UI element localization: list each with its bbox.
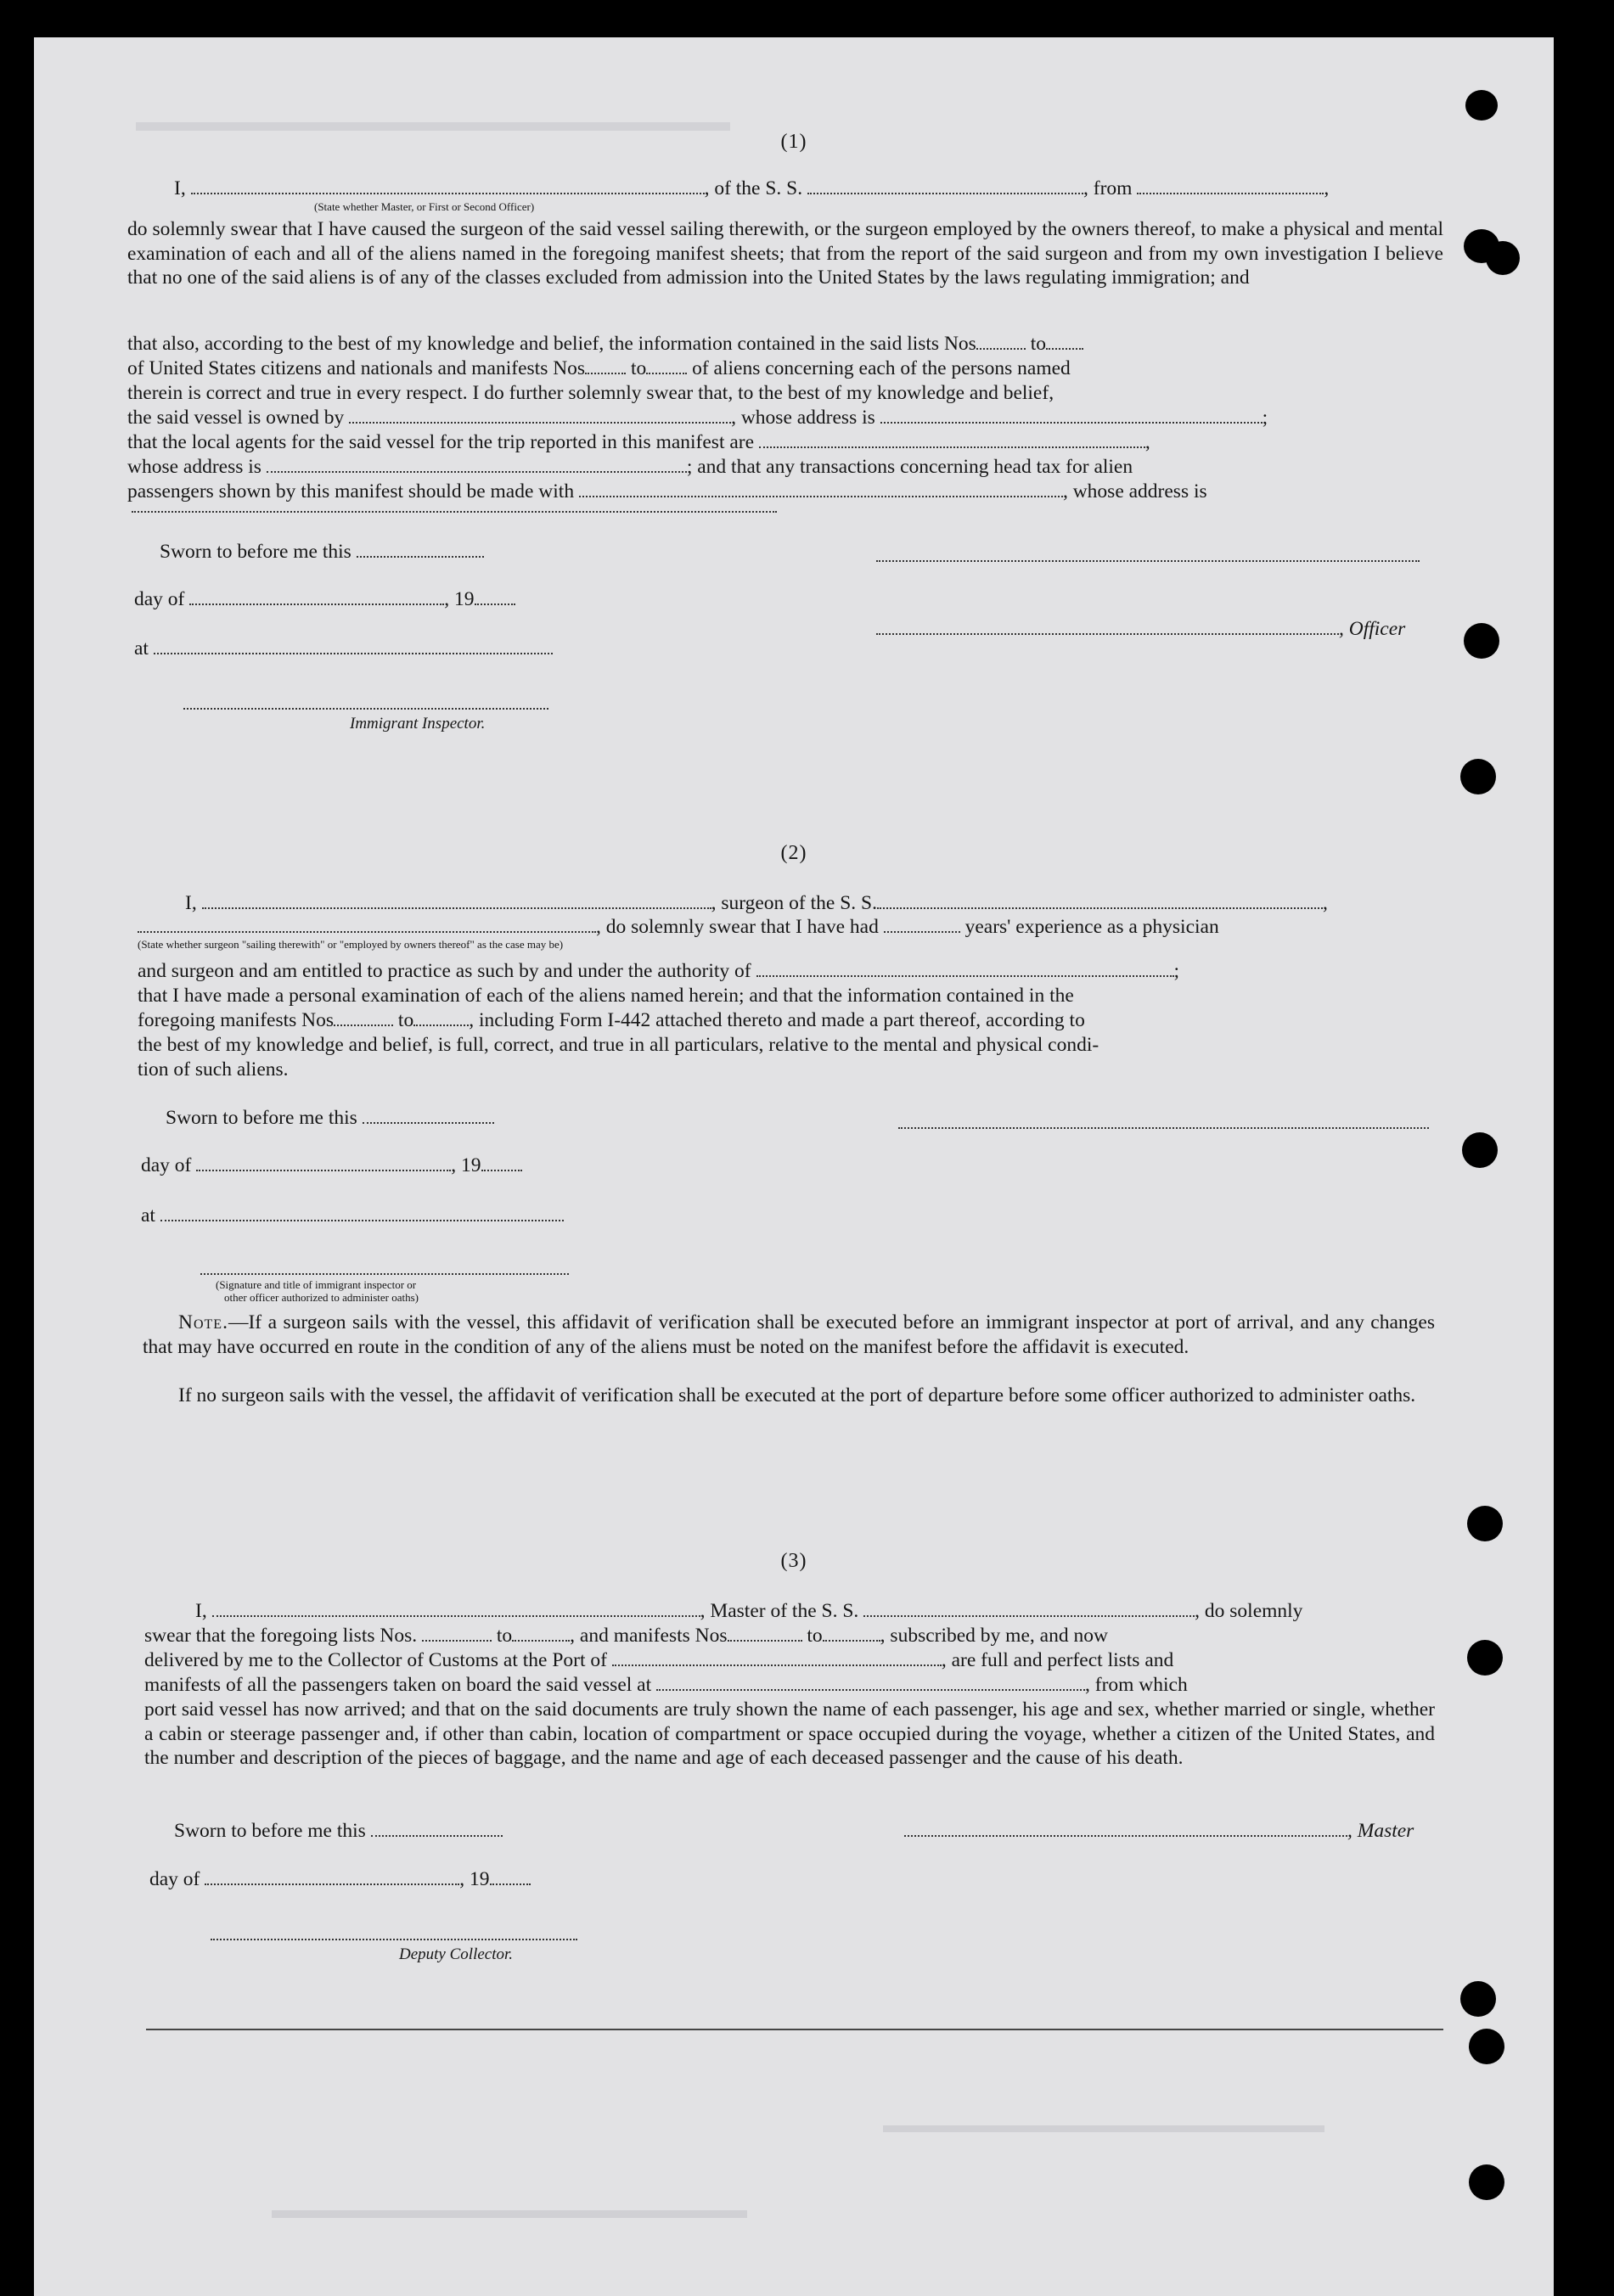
manifests-to-blank-3 xyxy=(823,1625,880,1642)
section-2-heading: (2) xyxy=(780,842,807,864)
ship-name-blank-3 xyxy=(863,1600,1195,1617)
surgeon-name-blank xyxy=(202,892,711,909)
section-2-sworn: Sworn to before me this xyxy=(166,1106,494,1131)
head-tax-agent-blank xyxy=(579,480,1063,497)
day-of-blank-3 xyxy=(205,1868,459,1885)
punch-hole xyxy=(1469,2164,1504,2200)
manifests-to-blank xyxy=(646,357,687,374)
section-3-paragraph: port said vessel has now arrived; and that on the said documents are truly shown the name of each passenger, his age and sex, whether married or single, whether a cabin or steerage passenger and, if other than cabin, location of compartment or space occupied during the voyage, whether a citizen of the United States, and the number and description of the pieces of baggage, and the name and age of each deceased passenger and the cause of his death. xyxy=(144,1698,1435,1770)
section-1-correct-line: therein is correct and true in every respect. I do further solemnly swear that, to the best of my knowledge and belief, xyxy=(127,382,1054,404)
section-1-day-of: day of , 19 xyxy=(134,587,515,612)
section-1-address-line: whose address is ; and that any transactions concerning head tax for alien xyxy=(127,456,1133,478)
oath-officer-signature-line xyxy=(200,1273,569,1275)
ship-name-blank xyxy=(807,177,1083,194)
master-signature-blank xyxy=(904,1820,1347,1837)
port-blank xyxy=(612,1649,942,1666)
section-2-practice-line: and surgeon and am entitled to practice as such by and under the authority of ; xyxy=(138,960,1180,982)
section-2-manifests-line: foregoing manifests Nos to , including Form I-442 attached thereto and made a part thereof, according to xyxy=(138,1009,1085,1031)
owner-address-blank xyxy=(880,407,1263,424)
at-place-blank-2 xyxy=(160,1204,564,1221)
surgeon-signature-line xyxy=(898,1127,1429,1129)
punch-hole xyxy=(1462,1132,1498,1168)
section-3-heading: (3) xyxy=(780,1550,807,1572)
surgeon-status-note: (State whether surgeon "sailing therewith" or "employed by owners thereof" as the case may be) xyxy=(138,938,564,951)
years-experience-blank xyxy=(884,916,960,933)
immigrant-inspector-label: Immigrant Inspector. xyxy=(350,715,486,733)
rank-note: (State whether Master, or First or Second Officer) xyxy=(314,200,535,213)
deputy-collector-signature-line xyxy=(211,1939,577,1940)
section-1-passengers-line: passengers shown by this manifest should be made with , whose address is xyxy=(127,480,1207,502)
punch-hole xyxy=(1460,1981,1496,2017)
day-of-blank-2 xyxy=(196,1154,451,1171)
sworn-date-blank-3 xyxy=(371,1820,503,1837)
section-1-agents-line: that the local agents for the said vessel for the trip reported in this manifest are , xyxy=(127,431,1150,453)
section-3-sworn: Sworn to before me this xyxy=(174,1819,503,1844)
head-tax-address-blank xyxy=(132,511,777,513)
section-1-line-1: I, , of the S. S. , from , xyxy=(174,177,1330,199)
boarding-port-blank xyxy=(656,1674,1085,1691)
section-2-at: at xyxy=(141,1204,564,1228)
section-1-lists-line: that also, according to the best of my knowledge and belief, the information contained in the said lists Nos to xyxy=(127,332,1083,356)
rank-blank xyxy=(191,177,705,194)
year-blank-3 xyxy=(490,1868,531,1885)
manifests-nos-blank-3 xyxy=(728,1625,802,1642)
manifests-nos-blank xyxy=(585,357,626,374)
section-1-paragraph: do solemnly swear that I have caused the surgeon of the said vessel sailing therewith, or the surgeon employed by the owners thereof, to make a physical and mental examination of each and all of the aliens named in the foregoing manifest sheets; that from the report of the said surgeon and from my own investigation I believe that no one of the said aliens is of any of the classes excluded from admission into the United States by the laws regulating immigration; and xyxy=(127,218,1443,289)
lists-to-blank-3 xyxy=(512,1625,570,1642)
section-1-officer: , Officer xyxy=(876,617,1405,642)
section-1-citizens-line: of United States citizens and nationals and manifests Nos to of aliens concerning each of the persons named xyxy=(127,357,1071,379)
section-1-heading: (1) xyxy=(780,131,807,153)
sworn-date-blank-2 xyxy=(363,1107,494,1124)
officer-signature-line-top xyxy=(876,560,1420,562)
lists-nos-blank-3 xyxy=(422,1625,492,1642)
punch-hole xyxy=(1486,241,1520,275)
day-of-blank xyxy=(189,588,444,605)
section-2-line-2: , do solemnly swear that I have had years' experience as a physician xyxy=(138,915,1219,940)
section-2-note: Note.—If a surgeon sails with the vessel, this affidavit of verification shall be executed before an immigrant inspector at port of arrival, and any changes that may have occurred en route in the condition of any of the aliens must be noted on the manifest before the affidavit is executed. xyxy=(143,1311,1435,1358)
bleed-through-mark xyxy=(883,2125,1324,2146)
section-3-day-of: day of , 19 xyxy=(149,1867,531,1892)
section-2-line-1: I, , surgeon of the S. S. , xyxy=(185,892,1328,914)
section-2-day-of: day of , 19 xyxy=(141,1154,522,1178)
section-3-line-2: swear that the foregoing lists Nos. to , and manifests Nos to , subscribed by me, and now xyxy=(144,1625,1108,1647)
section-3-line-3: delivered by me to the Collector of Customs at the Port of , are full and perfect lists and xyxy=(144,1649,1174,1671)
bottom-rule xyxy=(146,2029,1443,2030)
year-blank xyxy=(475,588,515,605)
surgeon-manifests-to-blank xyxy=(413,1009,469,1026)
punch-hole xyxy=(1469,2029,1504,2064)
surgeon-manifests-nos-blank xyxy=(334,1009,393,1026)
punch-hole xyxy=(1464,623,1499,659)
sworn-date-blank xyxy=(357,541,484,558)
ship-name-blank-2 xyxy=(877,892,1323,909)
section-3-line-4: manifests of all the passengers taken on board the said vessel at , from which xyxy=(144,1674,1188,1696)
signature-title-note-2: other officer authorized to administer oaths) xyxy=(224,1291,419,1304)
year-blank-2 xyxy=(481,1154,522,1171)
owner-blank xyxy=(349,407,731,424)
officer-signature-blank xyxy=(876,618,1339,635)
authority-blank xyxy=(756,960,1174,977)
origin-port-blank xyxy=(1137,177,1324,194)
surgeon-status-blank xyxy=(138,916,596,933)
lists-nos-blank xyxy=(976,333,1026,350)
section-3-master: , Master xyxy=(904,1819,1414,1844)
lists-to-blank xyxy=(1046,333,1083,350)
at-place-blank xyxy=(154,637,553,654)
punch-hole xyxy=(1465,90,1498,121)
punch-hole xyxy=(1460,759,1496,794)
section-2-personal-line: that I have made a personal examination of each of the aliens named herein; and that the information contained in the xyxy=(138,985,1074,1007)
signature-title-note-1: (Signature and title of immigrant inspector or xyxy=(216,1278,417,1291)
bleed-through-mark xyxy=(272,2210,747,2235)
master-name-blank xyxy=(212,1600,700,1617)
section-1-at: at xyxy=(134,637,553,661)
section-2-best-line: the best of my knowledge and belief, is full, correct, and true in all particulars, relative to the mental and physical condi- xyxy=(138,1034,1099,1056)
deputy-collector-label: Deputy Collector. xyxy=(399,1945,514,1963)
punch-hole xyxy=(1467,1506,1503,1541)
section-3-line-1: I, , Master of the S. S. , do solemnly xyxy=(195,1600,1303,1622)
section-1-owned-line: the said vessel is owned by , whose address is ; xyxy=(127,407,1268,429)
form-page xyxy=(34,37,1554,2296)
inspector-signature-line xyxy=(183,708,548,710)
note-label: Note. xyxy=(178,1311,228,1333)
section-2-note-2: If no surgeon sails with the vessel, the affidavit of verification shall be executed at the port of departure before some officer authorized to administer oaths. xyxy=(178,1384,1416,1406)
section-2-tion-line: tion of such aliens. xyxy=(138,1058,289,1081)
agents-address-blank xyxy=(267,456,687,473)
punch-hole xyxy=(1467,1640,1503,1676)
section-1-sworn: Sworn to before me this xyxy=(160,540,484,564)
agents-blank xyxy=(759,431,1145,448)
